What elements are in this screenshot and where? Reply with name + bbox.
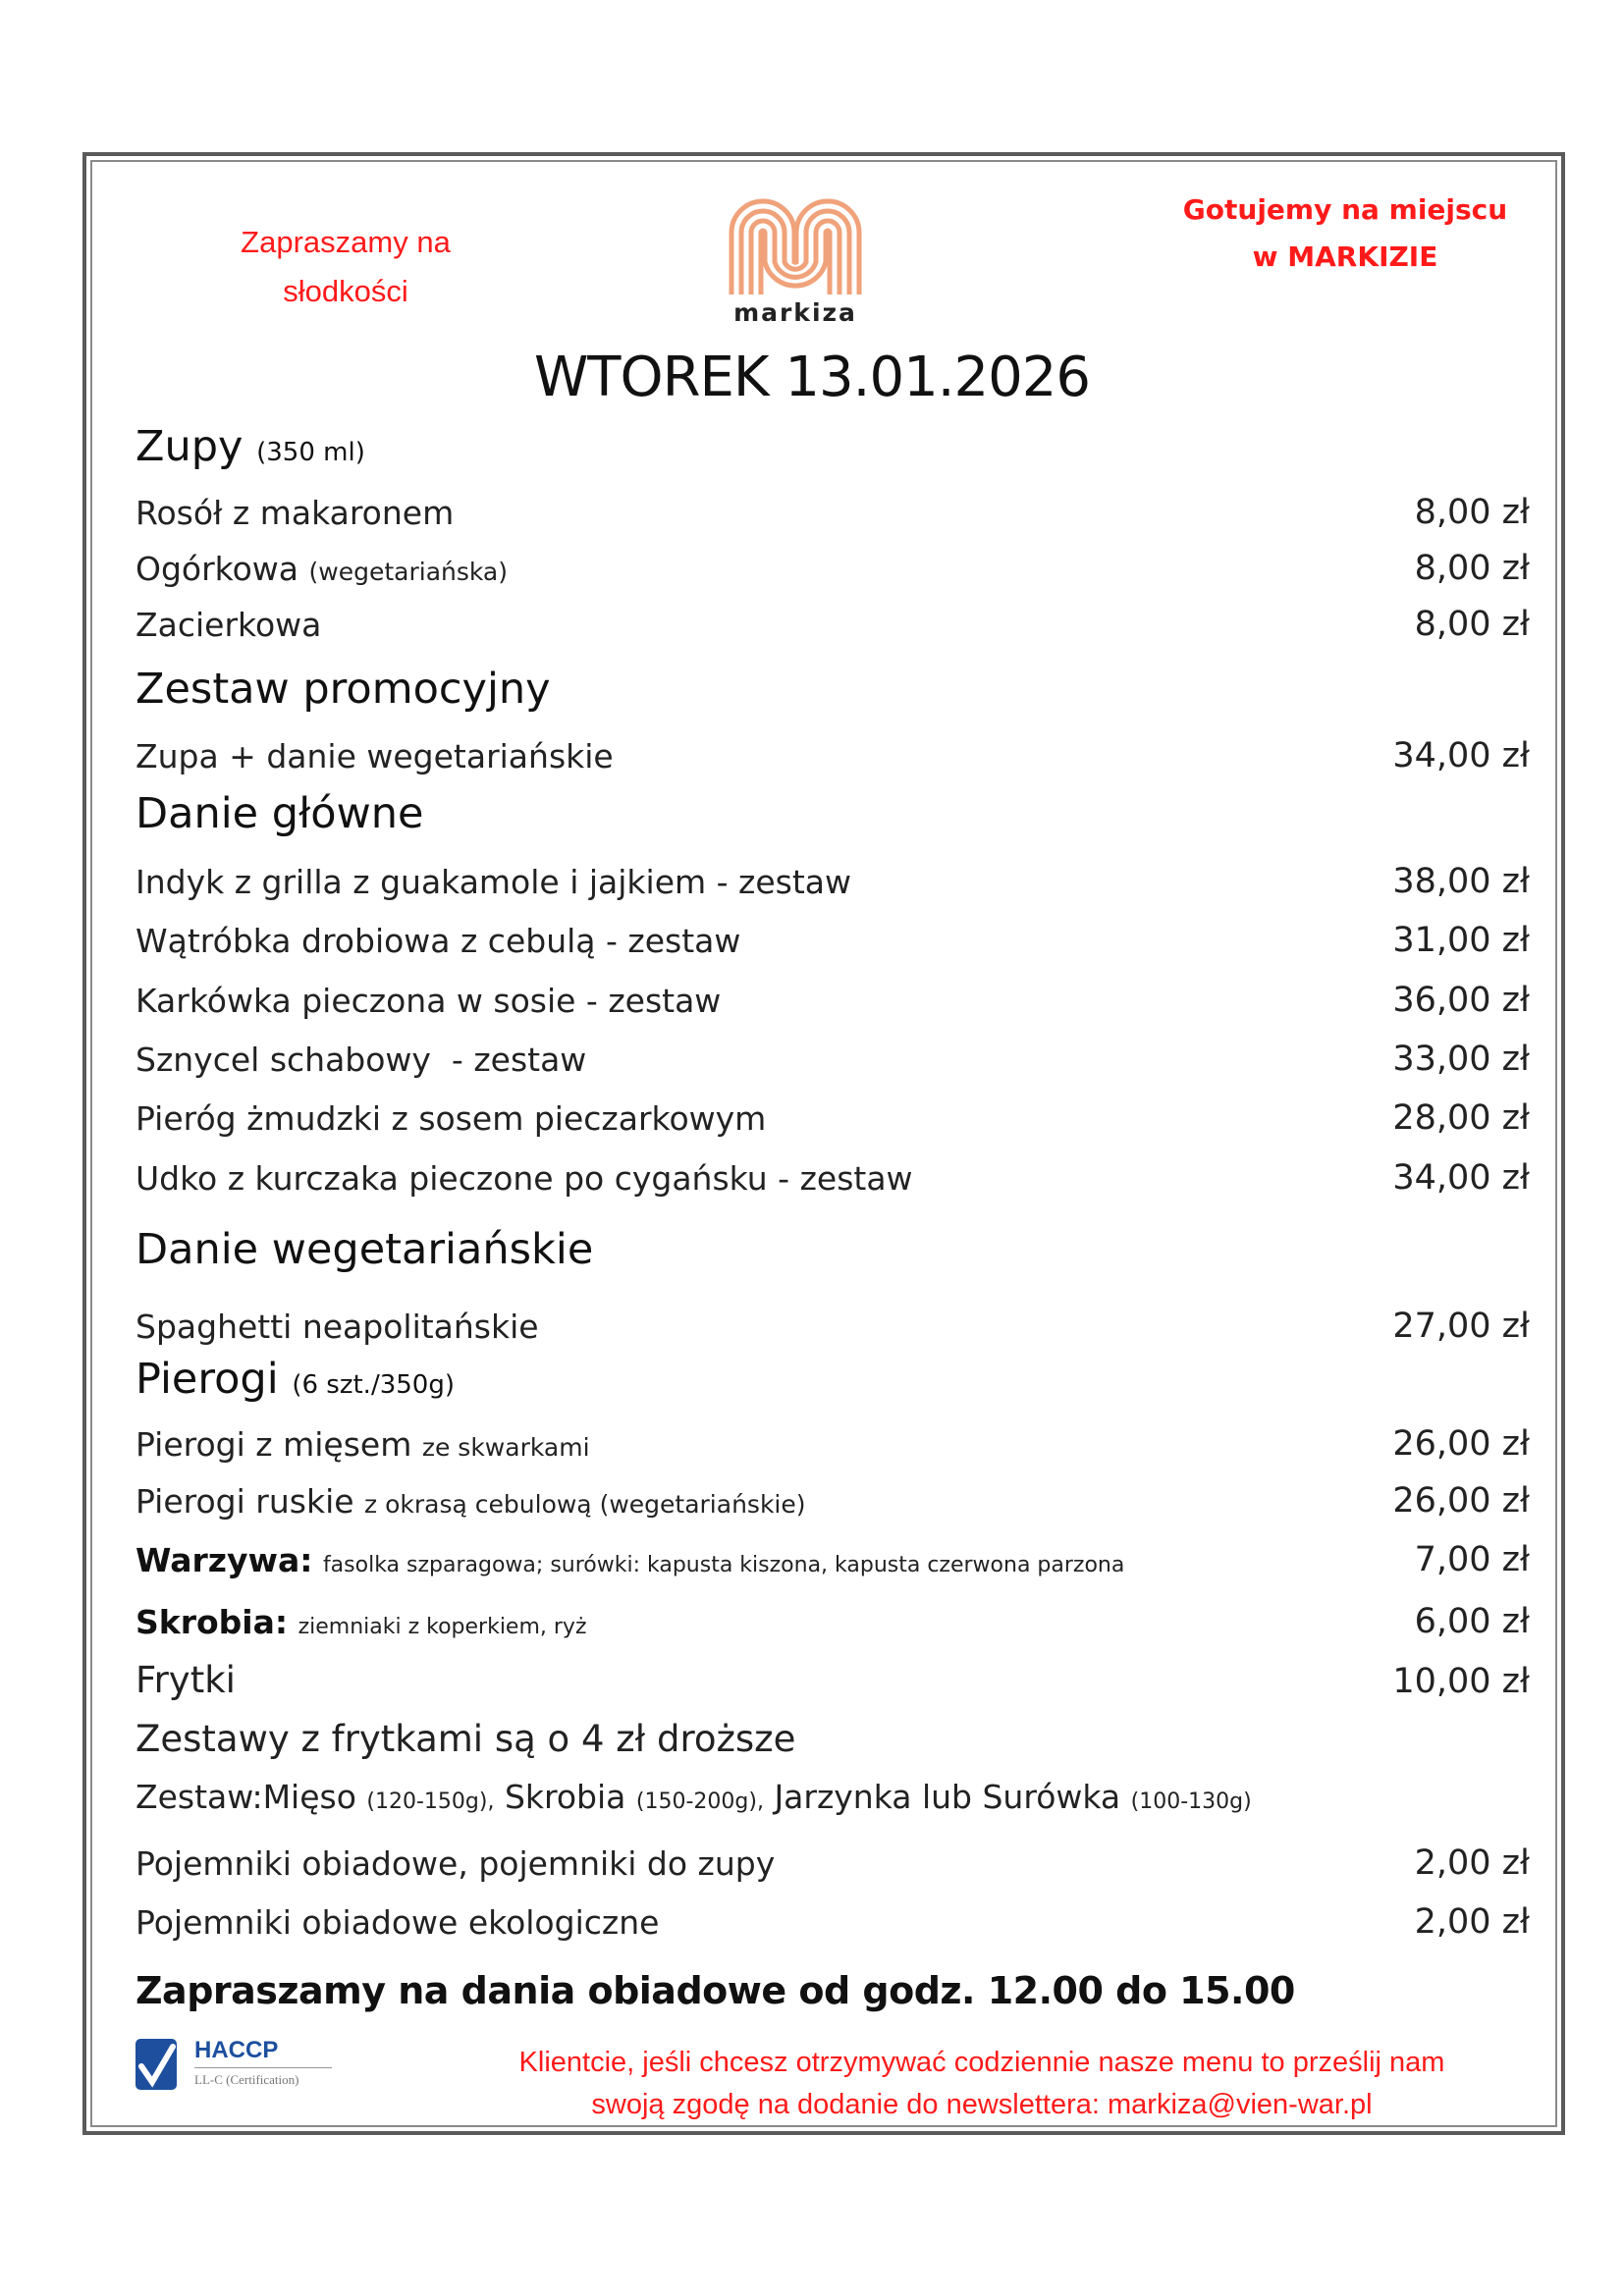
opening-hours-note [135, 1971, 1530, 2020]
newsletter-line-1: Klientcie, jeśli chcesz otrzymywać codziennie nasze menu to prześlij nam [518, 2047, 1445, 2078]
item-name: Pojemniki obiadowe, pojemniki do zupy [135, 1844, 776, 1883]
section-heading-soups [135, 422, 1530, 479]
item-price: 8,00 zł [1414, 493, 1530, 532]
menu-item [135, 603, 1530, 652]
item-price: 26,00 zł [1392, 1424, 1530, 1464]
menu-item [135, 1842, 1530, 1891]
haccp-certification-badge [135, 2037, 342, 2096]
item-price: 6,00 zł [1414, 1602, 1530, 1641]
menu-item-vegetables [135, 1538, 1530, 1587]
menu-item [135, 734, 1530, 783]
item-price: 34,00 zł [1392, 1158, 1530, 1198]
item-extra: ze skwarkami [421, 1433, 590, 1462]
vegetarian-heading: Danie wegetariańskie [135, 1225, 594, 1274]
sweets-note-line-1: Zapraszamy na [241, 225, 451, 259]
item-name: Rosół z makaronem [135, 494, 455, 532]
menu-item [135, 1038, 1530, 1087]
haccp-subtitle: LL-C (Certification) [194, 2072, 299, 2087]
cooking-onsite-note [1159, 187, 1532, 281]
cooking-note-line-1: Gotujemy na miejscu [1182, 193, 1508, 226]
item-price: 2,00 zł [1414, 1843, 1530, 1883]
item-name: Pojemniki obiadowe ekologiczne [135, 1903, 660, 1942]
set-composition-note [135, 1775, 1530, 1824]
set-meat-amount: (120-150g), [366, 1789, 495, 1814]
menu-item-starch [135, 1600, 1530, 1649]
starch-label: Skrobia: [135, 1603, 289, 1641]
menu-item [135, 919, 1530, 968]
mains-heading: Danie główne [135, 789, 424, 838]
soups-heading: Zupy [135, 422, 244, 471]
item-name: Indyk z grilla z guakamole i jajkiem - zestaw [135, 863, 852, 901]
item-name: Zupa + danie wegetariańskie [135, 737, 614, 775]
page-title-date: WTOREK 13.01.2026 [533, 346, 1091, 409]
item-extra: z okrasą cebulową (wegetariańskie) [364, 1490, 806, 1519]
item-name: Pierogi ruskie [135, 1482, 354, 1521]
vegetables-label: Warzywa: [135, 1541, 313, 1579]
item-name: Karkówka pieczona w sosie - zestaw [135, 982, 722, 1020]
checkmark-badge-icon [135, 2039, 177, 2090]
newsletter-invitation [432, 2042, 1532, 2126]
menu-item [135, 1479, 1530, 1528]
markiza-logo [722, 188, 869, 331]
pierogi-portion-note: (6 szt./350g) [292, 1370, 455, 1400]
item-name: Frytki [135, 1659, 236, 1701]
menu-item [135, 491, 1530, 540]
menu-item [135, 1096, 1530, 1146]
set-starch-label: Skrobia [504, 1778, 626, 1816]
starch-description: ziemniaki z koperkiem, ryż [298, 1615, 587, 1639]
section-heading-pierogi [135, 1355, 1530, 1412]
item-price: 7,00 zł [1414, 1540, 1530, 1579]
item-price: 36,00 zł [1392, 981, 1530, 1020]
item-price: 31,00 zł [1392, 921, 1530, 960]
item-price: 8,00 zł [1414, 549, 1530, 588]
menu-item [135, 979, 1530, 1028]
item-name: Spaghetti neapolitańskie [135, 1308, 539, 1346]
markiza-m-logo-icon [722, 188, 869, 296]
menu-item [135, 1422, 1530, 1471]
haccp-divider [194, 2067, 332, 2068]
set-veg-amount: (100-130g) [1130, 1789, 1252, 1814]
item-price: 8,00 zł [1414, 605, 1530, 644]
item-name: Wątróbka drobiowa z cebulą - zestaw [135, 922, 741, 960]
sweets-note-line-2: słodkości [283, 274, 408, 308]
item-price: 26,00 zł [1392, 1481, 1530, 1521]
item-price: 10,00 zł [1392, 1662, 1530, 1701]
haccp-title: HACCP [194, 2037, 279, 2063]
section-heading-promo [135, 665, 1530, 721]
set-meat-label: Zestaw:Mięso [135, 1778, 356, 1816]
fries-surcharge-note [135, 1719, 1530, 1768]
item-extra: (wegetariańska) [308, 558, 508, 586]
item-price: 2,00 zł [1414, 1902, 1530, 1942]
menu-item [135, 547, 1530, 596]
set-starch-amount: (150-200g), [635, 1789, 764, 1814]
item-name: Sznycel schabowy - zestaw [135, 1041, 587, 1079]
item-name: Udko z kurczaka pieczone po cygańsku - zestaw [135, 1159, 913, 1198]
item-price: 38,00 zł [1392, 862, 1530, 901]
menu-item [135, 1900, 1530, 1949]
menu-item-fries [135, 1660, 1530, 1709]
item-name: Pierogi z mięsem [135, 1425, 412, 1464]
vegetables-description: fasolka szparagowa; surówki: kapusta kiszona, kapusta czerwona parzona [322, 1553, 1125, 1577]
newsletter-line-2: swoją zgodę na dodanie do newslettera: markiza@vien-war.pl [591, 2089, 1373, 2120]
item-name: Zacierkowa [135, 606, 322, 644]
item-price: 27,00 zł [1392, 1307, 1530, 1346]
menu-item [135, 860, 1530, 909]
soups-portion-note: (350 ml) [256, 438, 365, 467]
item-name: Ogórkowa [135, 550, 299, 588]
logo-wordmark: markiza [733, 298, 857, 327]
promo-heading: Zestaw promocyjny [135, 665, 551, 714]
item-name: Pieróg żmudzki z sosem pieczarkowym [135, 1099, 767, 1138]
sweets-invitation-note [218, 218, 473, 316]
section-heading-vegetarian [135, 1225, 1530, 1282]
opening-hours-text: Zapraszamy na dania obiadowe od godz. 12.00 do 15.00 [135, 1969, 1295, 2012]
menu-item [135, 1156, 1530, 1205]
section-heading-mains [135, 789, 1530, 846]
cooking-note-line-2: w MARKIZIE [1252, 240, 1438, 273]
item-price: 33,00 zł [1392, 1040, 1530, 1079]
fries-note-text: Zestawy z frytkami są o 4 zł droższe [135, 1718, 796, 1760]
menu-item [135, 1305, 1530, 1354]
item-price: 28,00 zł [1392, 1098, 1530, 1138]
set-veg-label: Jarzynka lub Surówka [774, 1778, 1121, 1816]
pierogi-heading: Pierogi [135, 1355, 279, 1404]
item-price: 34,00 zł [1392, 736, 1530, 775]
